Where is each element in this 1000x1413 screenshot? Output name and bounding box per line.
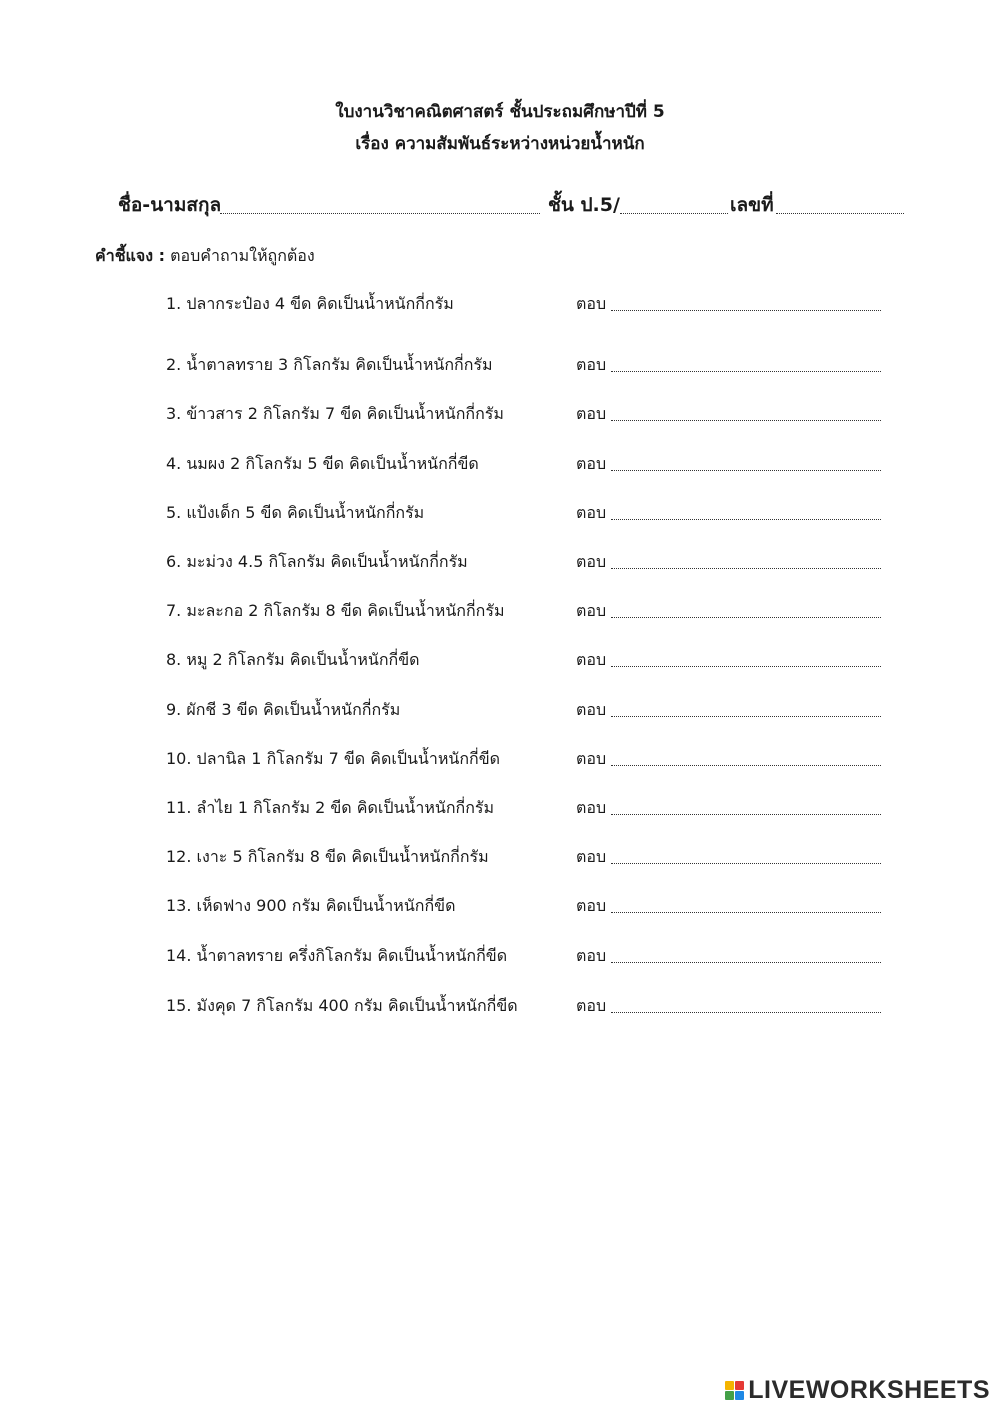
answer-field[interactable] [611,912,881,913]
question-text: 8. หมู 2 กิโลกรัม คิดเป็นน้ำหนักกี่ขีด [166,650,420,669]
instruction-label: คำชี้แจง : [95,246,166,265]
question-row [166,698,886,724]
answer-label: ตอบ [576,946,607,965]
answer-field[interactable] [611,765,881,766]
question-text: 9. ผักชี 3 ขีด คิดเป็นน้ำหนักกี่กรัม [166,700,401,719]
answer-label: ตอบ [576,749,607,768]
question-text: 4. นมผง 2 กิโลกรัม 5 ขีด คิดเป็นน้ำหนักกี่ขีด [166,454,479,473]
question-row [166,353,886,379]
number-field[interactable] [776,213,904,214]
liveworksheets-logo-icon [725,1381,744,1400]
question-row [166,747,886,773]
answer-label: ตอบ [576,404,607,423]
answer-label: ตอบ [576,896,607,915]
answer-label: ตอบ [576,454,607,473]
answer-field[interactable] [611,420,881,421]
question-text: 13. เห็ดฟาง 900 กรัม คิดเป็นน้ำหนักกี่ขีด [166,896,456,915]
question-row [166,550,886,576]
answer-label: ตอบ [576,798,607,817]
question-row [166,845,886,871]
question-row [166,292,886,318]
question-row [166,452,886,478]
question-text: 11. ลำไย 1 กิโลกรัม 2 ขีด คิดเป็นน้ำหนักกี่กรัม [166,798,495,817]
question-text: 6. มะม่วง 4.5 กิโลกรัม คิดเป็นน้ำหนักกี่กรัม [166,552,468,571]
answer-field[interactable] [611,666,881,667]
question-text: 15. มังคุด 7 กิโลกรัม 400 กรัม คิดเป็นน้ำหนักกี่ขีด [166,996,518,1015]
answer-label: ตอบ [576,601,607,620]
instructions [95,244,315,269]
answer-field[interactable] [611,310,881,311]
answer-label: ตอบ [576,552,607,571]
question-row [166,501,886,527]
question-text: 7. มะละกอ 2 กิโลกรัม 8 ขีด คิดเป็นน้ำหนักกี่กรัม [166,601,505,620]
answer-label: ตอบ [576,700,607,719]
answer-field[interactable] [611,568,881,569]
question-row [166,599,886,625]
answer-field[interactable] [611,716,881,717]
liveworksheets-brand [725,1375,990,1405]
question-text: 3. ข้าวสาร 2 กิโลกรัม 7 ขีด คิดเป็นน้ำหนักกี่กรัม [166,404,504,423]
answer-field[interactable] [611,617,881,618]
answer-label: ตอบ [576,650,607,669]
answer-field[interactable] [611,1012,881,1013]
student-info-row [118,190,904,220]
number-label: เลขที่ [730,194,774,216]
answer-label: ตอบ [576,355,607,374]
instruction-text: ตอบคำถามให้ถูกต้อง [170,246,315,265]
question-row [166,402,886,428]
answer-field[interactable] [611,519,881,520]
answer-label: ตอบ [576,503,607,522]
name-label: ชื่อ-นามสกุล [118,194,222,216]
question-row [166,944,886,970]
question-text: 5. แป้งเด็ก 5 ขีด คิดเป็นน้ำหนักกี่กรัม [166,503,425,522]
class-field[interactable] [620,213,728,214]
answer-field[interactable] [611,814,881,815]
answer-field[interactable] [611,470,881,471]
question-text: 2. น้ำตาลทราย 3 กิโลกรัม คิดเป็นน้ำหนักกี่กรัม [166,355,493,374]
question-text: 1. ปลากระป๋อง 4 ขีด คิดเป็นน้ำหนักกี่กรัม [166,294,454,313]
answer-field[interactable] [611,962,881,963]
answer-label: ตอบ [576,996,607,1015]
worksheet-title: ใบงานวิชาคณิตศาสตร์ ชั้นประถมศึกษาปีที่ 5 [335,102,665,122]
question-row [166,648,886,674]
class-label: ชั้น ป.5/ [548,194,620,216]
question-text: 12. เงาะ 5 กิโลกรัม 8 ขีด คิดเป็นน้ำหนักกี่กรัม [166,847,489,866]
answer-field[interactable] [611,371,881,372]
question-row [166,796,886,822]
question-row [166,994,886,1020]
brand-name: LIVEWORKSHEETS [748,1375,990,1404]
answer-field[interactable] [611,863,881,864]
answer-label: ตอบ [576,847,607,866]
question-text: 10. ปลานิล 1 กิโลกรัม 7 ขีด คิดเป็นน้ำหนักกี่ขีด [166,749,501,768]
name-field[interactable] [220,213,540,214]
question-text: 14. น้ำตาลทราย ครึ่งกิโลกรัม คิดเป็นน้ำหนักกี่ขีด [166,946,508,965]
worksheet-subtitle: เรื่อง ความสัมพันธ์ระหว่างหน่วยน้ำหนัก [355,134,645,154]
question-row [166,894,886,920]
answer-label: ตอบ [576,294,607,313]
